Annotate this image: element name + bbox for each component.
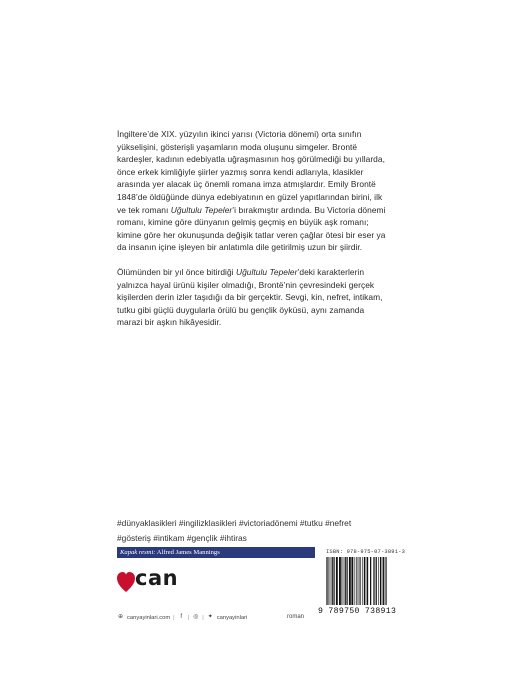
genre-label: roman	[287, 614, 305, 620]
barcode-bar	[382, 557, 383, 605]
cover-credit-band	[117, 547, 315, 558]
barcode-bar	[336, 557, 338, 605]
barcode-bar	[327, 557, 328, 605]
barcode-bar	[342, 557, 343, 605]
barcode-bar	[362, 557, 363, 605]
barcode-bar	[356, 557, 357, 605]
blurb-paragraph-2	[117, 266, 389, 329]
publisher-logo-text: can	[135, 566, 179, 590]
publisher-social-handle[interactable]: canyayinlari	[216, 614, 248, 621]
book-title-italic: Uğultulu Tepeler	[235, 266, 298, 277]
isbn-barcode	[324, 557, 398, 605]
barcode-bar	[349, 557, 351, 605]
hashtags	[117, 516, 417, 546]
barcode-bar	[380, 557, 381, 605]
blurb-paragraph-1	[117, 128, 389, 254]
barcode-bar	[345, 557, 346, 605]
barcode-bar	[339, 557, 341, 605]
cover-credit-label: Kapak resmi:	[120, 549, 156, 556]
blurb-run: İngiltere’de XIX. yüzyılın ikinci yarısı (Victoria dönemi) orta sınıfın yükselişini, gösterişli yaşamların moda oluşunu simgeler. Brontë kardeşler, kadının edebiyatla uğraşmasının hoş görülmediği bu yıllarda, önce erkek kimliğiyle şiirler yazmış sonra kendi adlarıyla, klasikler arasında yer alacak üç önemli romana imza atmışlardır. Emily Brontë 1848’de öldüğünde dünya edebiyatının en güzel yapıtlarından birini, ilk ve tek romanı	[117, 129, 385, 215]
divider: |	[187, 614, 190, 621]
barcode-bar	[343, 557, 344, 605]
book-title-italic: Uğultulu Tepeler	[170, 204, 233, 215]
barcode-bar	[360, 557, 361, 605]
blurb-run: ’i bırakmıştır ardında. Bu Victoria dönemi romanı, kimine göre dünyanın gelmiş geçmiş en büyük aşk romanı; kimine göre her okunuşunda değişik tatlar veren çağlar ötesi bir eser ya da insanın içine işleyen bir anlatımla dile getirilmiş uzun bir şiirdir.	[117, 204, 386, 253]
barcode-bar	[332, 557, 333, 605]
blurb-text	[117, 128, 389, 329]
barcode-bar	[376, 557, 377, 605]
barcode-bar	[378, 557, 379, 605]
blurb-run: Ölümünden bir yıl önce bitirdiği	[117, 266, 236, 277]
barcode-bar	[355, 557, 356, 605]
blurb-run: ’deki karakterlerin yalnızca hayal ürünü kişiler olmadığı, Brontë’nin çevresindeki gerçek kişilerden derin izler taşıdığı da bir gerçektir. Sevgi, kin, nefret, intikam, tutku gibi güçlü duygularla örülü bu gençlik öyküsü, aynı zamanda marazi bir aşkın hikâyesidir.	[117, 266, 383, 328]
barcode-bar	[326, 557, 327, 605]
barcode-bar	[333, 557, 334, 605]
barcode-bar	[364, 557, 365, 605]
barcode-bar	[328, 557, 329, 605]
barcode-bar	[346, 557, 347, 605]
barcode-digits: 9 789750 738913	[318, 607, 397, 616]
barcode-bar	[370, 557, 371, 605]
barcode-bar	[358, 557, 359, 605]
barcode-bar	[359, 557, 360, 605]
publisher-footer	[117, 614, 247, 621]
barcode-bar	[374, 557, 375, 605]
hashtag-line-2: #gösteriş #intikam #gençlik #ihtiras	[117, 533, 247, 543]
barcode-bar	[330, 557, 331, 605]
barcode-bar	[366, 557, 367, 605]
barcode-bar	[373, 557, 374, 605]
barcode-bar	[367, 557, 368, 605]
barcode-bar	[386, 557, 387, 605]
barcode-bar	[351, 557, 353, 605]
barcode-bar	[385, 557, 386, 605]
globe-icon: ⊕	[117, 614, 124, 620]
twitter-icon[interactable]: ✦	[207, 614, 213, 620]
cover-credit-name: Alfred James Mannings	[156, 549, 220, 556]
facebook-icon[interactable]: f	[180, 614, 183, 620]
divider: |	[173, 614, 175, 621]
barcode-bar	[383, 557, 384, 605]
isbn-label: ISBN: 978-975-07-3891-3	[326, 549, 406, 555]
divider: |	[202, 614, 204, 621]
publisher-website[interactable]: canyayinlari.com	[127, 614, 171, 621]
hashtag-line-1: #dünyaklasikleri #ingilizklasikleri #victoriadönemi #tutku #nefret	[117, 518, 352, 528]
instagram-icon[interactable]: ◎	[193, 614, 199, 620]
